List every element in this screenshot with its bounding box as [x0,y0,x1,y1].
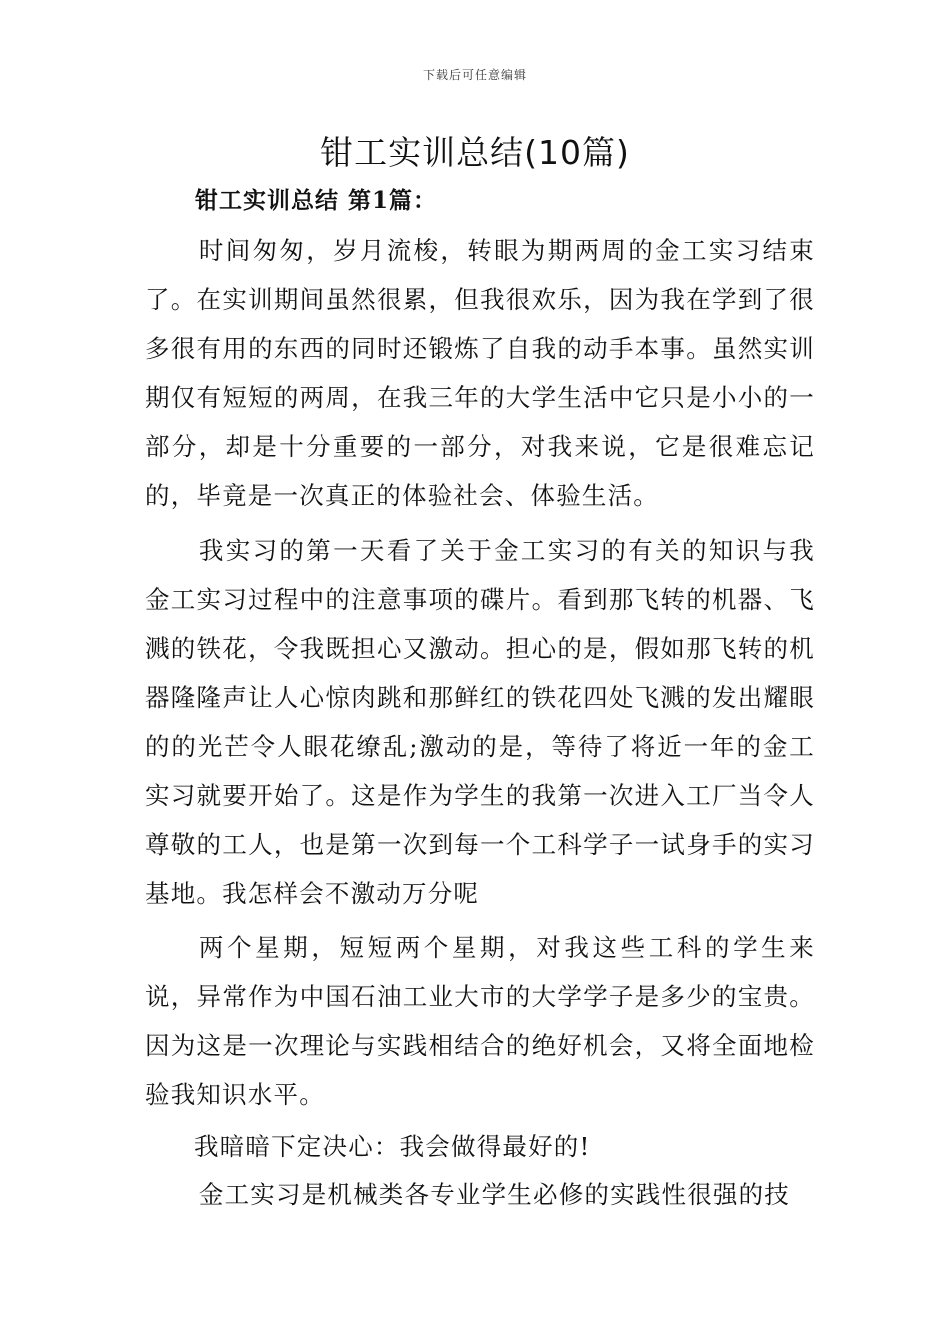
body-paragraph-4: 我暗暗下定决心：我会做得最好的! [194,1132,591,1161]
body-paragraph-1: 时间匆匆，岁月流梭，转眼为期两周的金工实习结束了。在实训期间虽然很累，但我很欢乐，因为我在学到了很多很有用的东西的同时还锻炼了自我的动手本事。虽然实训期仅有短短的两周，在我三年的大学生活中它只是小小的一部分，却是十分重要的一部分，对我来说，它是很难忘记的，毕竟是一次真正的体验社会、体验生活。 [145,236,815,510]
header-note: 下载后可任意编辑 [422,68,527,82]
document-title: 钳工实训总结(10篇) [320,133,630,172]
body-paragraph-5: 金工实习是机械类各专业学生必修的实践性很强的技 [198,1180,790,1209]
body-paragraph-2: 我实习的第一天看了关于金工实习的有关的知识与我金工实习过程中的注意事项的碟片。看到那飞转的机器、飞溅的铁花，令我既担心又激动。担心的是，假如那飞转的机器隆隆声让人心惊肉跳和那鲜红的铁花四处飞溅的发出耀眼的的光芒令人眼花缭乱;激动的是，等待了将近一年的金工实习就要开始了。这是作为学生的我第一次进入工厂当令人尊敬的工人，也是第一次到每一个工科学子一试身手的实习基地。我怎样会不激动万分呢 [145,536,815,908]
body-paragraph-3: 两个星期，短短两个星期，对我这些工科的学生来说，异常作为中国石油工业大市的大学学子是多少的宝贵。因为这是一次理论与实践相结合的绝好机会，又将全面地检验我知识水平。 [145,933,815,1109]
section-heading: 钳工实训总结 第1篇： [195,187,438,214]
